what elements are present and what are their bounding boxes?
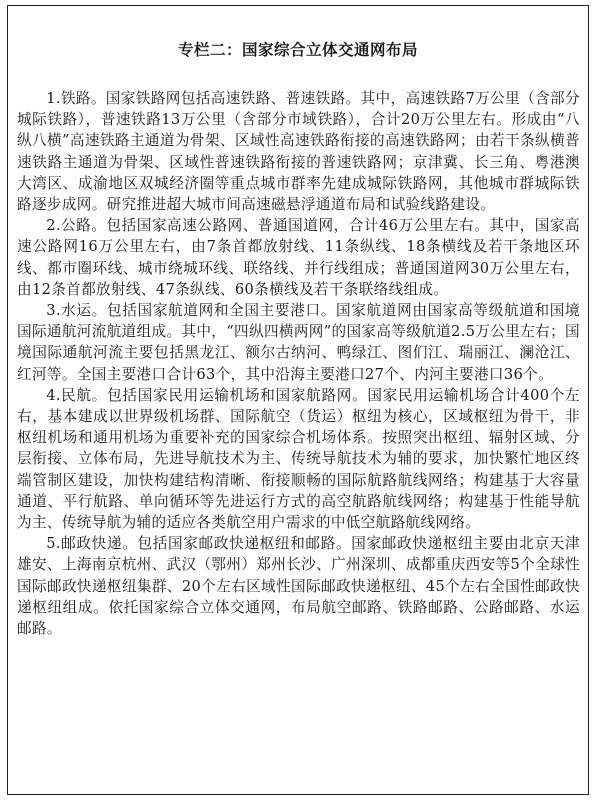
section-railway: 1.铁路。国家铁路网包括高速铁路、普速铁路。其中，高速铁路7万公里（含部分城际铁路），普速铁路13万公里（含部分市域铁路），合计20万公里左右。形成由“八纵八横”高速铁路主通道为骨架、区域性高速铁路衔接的高速铁路网；由若干条纵横普速铁路主通道为骨架、区域性普速铁路衔接的普速铁路网；京津冀、长三角、粤港澳大湾区、成渝地区双城经济圈等重点城市群率先建成城际铁路网，其他城市群城际铁路逐步成网。研究推进超大城市间高速磁悬浮通道布局和试验线路建设。 (17, 90, 580, 214)
section-highway: 2.公路。包括国家高速公路网、普通国道网，合计46万公里左右。其中，国家高速公路网16万公里左右，由7条首都放射线、11条纵线、18条横线及若干条地区环线、都市圈环线、城市绕城环线、联络线、并行线组成；普通国道网30万公里左右，由12条首都放射线、47条纵线、60条横线及若干条联络线组成。 (17, 217, 580, 298)
section-civil-aviation: 4.民航。包括国家民用运输机场和国家航路网。国家民用运输机场合计400个左右，基本建成以世界级机场群、国际航空（货运）枢纽为核心，区域枢纽为骨干，非枢纽机场和通用机场为重要补充的国家综合机场体系。按照突出枢纽、辐射区域、分层衔接、立体布局，先进导航技术为主、传统导航技术为辅的要求，加快繁忙地区终端管制区建设，加快构建结构清晰、衔接顺畅的国际航路航线网络；构建基于大容量通道、平行航路、单向循环等先进运行方式的高空航路航线网络；构建基于性能导航为主、传统导航为辅的适应各类航空用户需求的中低空航路航线网络。 (17, 386, 580, 532)
section-postal-express: 5.邮政快递。包括国家邮政快递枢纽和邮路。国家邮政快递枢纽主要由北京天津雄安、上海南京杭州、武汉（鄂州）郑州长沙、广州深圳、成都重庆西安等5个全球性国际邮政快递枢纽集群、20个左右区域性国际邮政快递枢纽、45个左右全国性邮政快递枢纽组成。依托国家综合立体交通网，布局航空邮路、铁路邮路、公路邮路、水运邮路。 (17, 535, 580, 638)
section-waterway: 3.水运。包括国家航道网和全国主要港口。国家航道网由国家高等级航道和国境国际通航河流航道组成。其中，“四纵四横两网”的国家高等级航道2.5万公里左右；国境国际通航河流主要包括黑龙江、额尔古纳河、鸭绿江、图们江、瑞丽江、澜沧江、红河等。全国主要港口合计63个，其中沿海主要港口27个、内河主要港口36个。 (17, 302, 580, 383)
column-title: 专栏二：国家综合立体交通网布局 (177, 41, 418, 59)
column-box (7, 5, 589, 795)
column-content (17, 88, 580, 639)
